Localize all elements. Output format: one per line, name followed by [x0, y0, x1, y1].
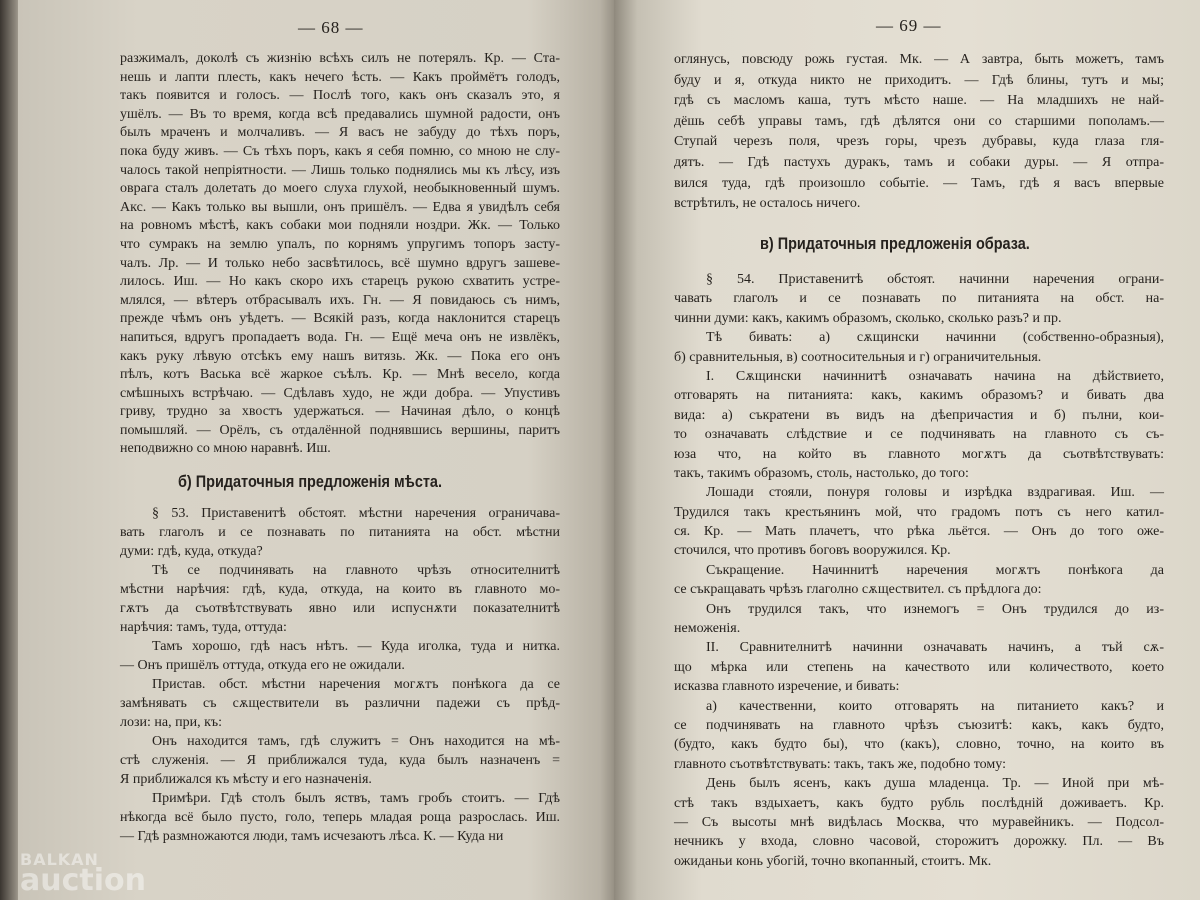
- text-line: напиться, вдругъ пропадаетъ вода. Гн. — Ещё меча онъ не извлёкъ,: [120, 329, 560, 345]
- text-line: Примѣри. Гдѣ столъ былъ яствъ, тамъ гробъ стоитъ. — Гдѣ: [152, 791, 560, 806]
- text-line: що мѣрка или степень на качеството или количеството, което: [674, 659, 1164, 675]
- text-line: былъ мраченъ и молчаливъ. — Я васъ не забуду до тѣхъ поръ,: [120, 125, 560, 141]
- text-line: а) качественни, които отговарять на питанието какъ? и: [706, 698, 1164, 714]
- paragraph: [674, 774, 1164, 871]
- text-line: чалось такой непріятности. — Лишь только поднялись мы къ лѣсу, изъ: [120, 162, 560, 178]
- section-body: [120, 504, 560, 846]
- text-line: Тамъ хорошо, гдѣ насъ нѣтъ. — Куда иголка, туда и нитка.: [152, 639, 560, 654]
- continuation-text: [674, 50, 1164, 220]
- paragraph: [674, 50, 1164, 215]
- text-line: Съкращение. Начиннитѣ наречения могѫтъ понѣкога да: [706, 562, 1164, 578]
- text-line: то означавать слѣдствие и се подчинявать на главното съ съ-: [674, 427, 1164, 443]
- paragraph: [674, 367, 1164, 483]
- paragraph: [674, 638, 1164, 696]
- text-line: вился туда, гдѣ произошло событіе. — Тамъ, гдѣ я васъ впервые: [674, 175, 1164, 191]
- text-line: млялся, — вѣтеръ отбрасывалъ ихъ. Гн. — Я повидаюсь съ нимъ,: [120, 292, 560, 308]
- text-line: замѣнявать съ сѫществители въ различни падежи съ прѣд-: [120, 696, 560, 711]
- text-line: стѣ служенія. — Я приближался туда, куда былъ назначенъ =: [120, 753, 560, 768]
- text-line: чалъ. Лр. — И только небо засвѣтилось, всё шумно вдругъ зашеве-: [120, 255, 560, 271]
- text-line: Трудился такъ крестьянинъ мой, что градомъ потъ съ него катил-: [674, 504, 1164, 520]
- paragraph: [120, 637, 560, 675]
- text-line: чавать глаголъ и се познавать по питанията на обст. на-: [674, 291, 1164, 307]
- text-line: разжималъ, доколѣ съ жизнію всѣхъ силъ не потерялъ. Кр. — Ста-: [120, 51, 560, 66]
- paragraph: [120, 675, 560, 732]
- section-heading: в) Придаточныя предложенія образа.: [760, 234, 1030, 253]
- page-number: — 68 —: [298, 18, 364, 37]
- text-line: ушёлъ. — Въ то время, когда всѣ предавались шумной радости, онъ: [120, 106, 560, 122]
- paragraph: [120, 732, 560, 789]
- text-line: II. Сравнителнитѣ начинни означавать начинъ, а тъй сѫ-: [706, 640, 1164, 656]
- text-line: стѣ такъ вздыхаетъ, какъ будто рубль послѣдній доживаетъ. Кр.: [674, 795, 1164, 811]
- text-line: юза что, на който въ главното могѫтъ да съотвѣтствувать:: [674, 446, 1164, 462]
- paragraph: [674, 600, 1164, 639]
- text-line: ся. Кр. — Мать плачетъ, что рѣка льётся. — Онъ до того оже-: [674, 524, 1164, 540]
- left-page: [18, 0, 618, 900]
- paragraph: [674, 483, 1164, 561]
- text-line: Ступай черезъ поля, чрезъ горы, чрезъ дубравы, куда глаза гля-: [674, 134, 1164, 150]
- text-line: нечникъ у входа, словно часовой, сторожитъ дорожку. Пл. — Въ: [674, 834, 1164, 850]
- text-line: нѣкогда всё было пусто, голо, теперь младая роща разрослась. Иш.: [120, 810, 560, 825]
- text-line: пѣлъ, котъ Васька всё жаркое съѣлъ. Кр. — Мнѣ весело, когда: [120, 367, 560, 383]
- paragraph: [674, 697, 1164, 775]
- paragraph: [120, 789, 560, 846]
- paragraph: [120, 50, 560, 459]
- text-line: какъ руку лѣвую отсѣкъ ему нашъ витязь. Жк. — Пока его онъ: [120, 348, 560, 364]
- text-line: День былъ ясенъ, какъ душа младенца. Тр. — Иной при мѣ-: [706, 776, 1164, 792]
- paragraph: [674, 328, 1164, 367]
- text-line: главното съотвѣтствувать: такъ, такъ же, подобно тому:: [674, 756, 1006, 772]
- text-line: гриву, трудно за хвостъ удержаться. — Начиная дѣло, о концѣ: [120, 404, 560, 420]
- text-line: чинни думи: какъ, какимъ образомъ, сколько, сколько разъ? и пр.: [674, 310, 1062, 326]
- watermark-logo: BALKAN auction: [20, 850, 146, 899]
- text-line: нешь и лапти плесть, какъ нечего ѣсть. — Какъ проймётъ голодъ,: [120, 69, 560, 85]
- text-line: нарѣчия: тамъ, туда, оттуда:: [120, 620, 287, 635]
- text-line: § 53. Приставенитѣ обстоят. мѣстни наречения ограничава-: [152, 506, 560, 521]
- section-heading: б) Придаточныя предложенія мѣста.: [178, 472, 442, 491]
- text-line: буду и я, откуда никто не приходитъ. — Гдѣ блины, тутъ и мы;: [674, 72, 1164, 88]
- text-line: оврага сталъ долетать до моего слуха глухой, необыкновенный шумъ.: [120, 181, 560, 197]
- page-number: — 69 —: [876, 16, 942, 35]
- text-line: вида: а) съкратени въ видъ на дѣепричастия и б) пълни, кои-: [674, 407, 1164, 423]
- text-line: I. Сѫщински начиннитѣ означавать начина на дѣйствието,: [706, 368, 1164, 384]
- text-line: думи: гдѣ, куда, откуда?: [120, 544, 263, 559]
- text-line: на ровномъ мѣстѣ, какъ собаки мои подняли ноздри. Жк. — Только: [120, 218, 560, 234]
- text-line: встрѣтилъ, не осталось ничего.: [674, 196, 861, 212]
- text-line: такъ появится и голосъ. — Послѣ того, какъ онъ сказалъ это, я: [120, 88, 560, 104]
- paragraph: [674, 561, 1164, 600]
- text-line: — Гдѣ размножаются люди, тамъ исчезаютъ лѣса. К. — Куда ни: [120, 829, 504, 844]
- text-line: Тѣ бивать: а) сѫщински начинни (собственно-образныя),: [706, 330, 1164, 346]
- text-line: § 54. Приставенитѣ обстоят. начинни наречения ограни-: [706, 272, 1164, 287]
- paragraph: [120, 561, 560, 637]
- text-line: гдѣ съ масломъ каша, тутъ мѣсто наше. — На младшихъ не най-: [674, 93, 1164, 109]
- text-line: пока буду живъ. — Съ тѣхъ поръ, какъ я себя помню, со мною не слу-: [120, 143, 560, 159]
- text-line: помышляй. — Орёлъ, съ отдалённой поднявшись вершины, паритъ: [120, 422, 560, 438]
- text-line: Пристав. обст. мѣстни наречения могѫтъ понѣкога да се: [152, 677, 560, 692]
- text-line: се съкращавать чрѣзъ глаголно сѫществител. съ прѣдлога до:: [674, 582, 1042, 598]
- text-line: что сумракъ на землю упалъ, по корнямъ упругимъ топоръ засту-: [120, 236, 560, 252]
- text-line: гѫтъ да съотвѣтствувать явно или испуснѫти показателнитѣ: [120, 601, 560, 616]
- text-line: дятъ. — Гдѣ пастухъ дуракъ, тамъ и собаки дуры. — Я отпра-: [674, 154, 1164, 170]
- text-line: такъ, такимъ образомъ, столь, настолько, до того:: [674, 465, 969, 481]
- text-line: ожиданьи конь убогій, точно вкопанный, стоитъ. Мк.: [674, 853, 992, 869]
- text-line: неможенія.: [674, 621, 741, 637]
- text-line: отговарять на питанията: какъ, какимъ образомъ? и бивать два: [674, 388, 1164, 404]
- paragraph: [674, 270, 1164, 328]
- text-line: лози: на, при, къ:: [120, 715, 223, 730]
- text-line: прежде чѣмъ онъ уѣдетъ. — Всякій разъ, когда наклонится старецъ: [120, 311, 560, 327]
- text-line: Онъ находится тамъ, гдѣ служитъ = Онъ находится на мѣ-: [152, 734, 560, 749]
- text-line: (будто, какъ будто бы), что (какъ), словно, точно, на които въ: [674, 737, 1164, 753]
- text-line: — Съ высоты мнѣ видѣлась Москва, что муравейникъ. — Подсол-: [674, 814, 1164, 830]
- text-line: оглянусь, повсюду рожь густая. Мк. — А завтра, быть можетъ, тамъ: [674, 52, 1164, 67]
- text-line: исказва главното изречение, и бивать:: [674, 679, 900, 695]
- text-line: б) сравнительныя, в) соотносительныя и г) ограничительныя.: [674, 349, 1042, 365]
- text-line: лилось. Иш. — Но какъ скоро ихъ старецъ рукою схватить устре-: [120, 274, 560, 290]
- text-line: Тѣ се подчинявать на главното чрѣзъ относителнитѣ: [152, 563, 560, 578]
- paragraph: [120, 504, 560, 561]
- text-line: Акс. — Какъ только вы вышли, онъ пришёлъ. — Едва я увидѣлъ себя: [120, 199, 560, 215]
- text-line: сточился, что противъ боговъ вооружился. Кр.: [674, 543, 951, 559]
- text-line: вать глаголъ и се познавать по питанията на обст. мѣстни: [120, 525, 560, 540]
- continuation-text: [120, 50, 560, 459]
- text-line: смѣшныхъ встрѣчаю. — Сдѣлавъ худо, не жди добра. — Упустивъ: [120, 385, 560, 401]
- text-line: Онъ трудился такъ, что изнемогъ = Онъ трудился до из-: [706, 601, 1164, 617]
- text-line: Я приближался къ мѣсту и его назначенія.: [120, 772, 372, 787]
- text-line: дёшь себѣ управы тамъ, гдѣ дѣлятся они со старшими пополамъ.—: [674, 113, 1164, 129]
- text-line: се подчинявать на главното чрѣзъ съюзитѣ: какъ, какъ будто,: [674, 717, 1164, 733]
- text-line: Лошади стояли, понуря головы и изрѣдка вздрагивая. Иш. —: [706, 485, 1164, 501]
- text-line: — Онъ пришёлъ оттуда, откуда его не ожидали.: [120, 658, 405, 673]
- text-line: мѣстни нарѣчия: гдѣ, куда, откуда, на които въ главното мо-: [120, 582, 560, 597]
- right-page: [614, 0, 1200, 900]
- section-body: [674, 270, 1164, 871]
- text-line: неподвижно со мною наравнѣ. Иш.: [120, 441, 331, 457]
